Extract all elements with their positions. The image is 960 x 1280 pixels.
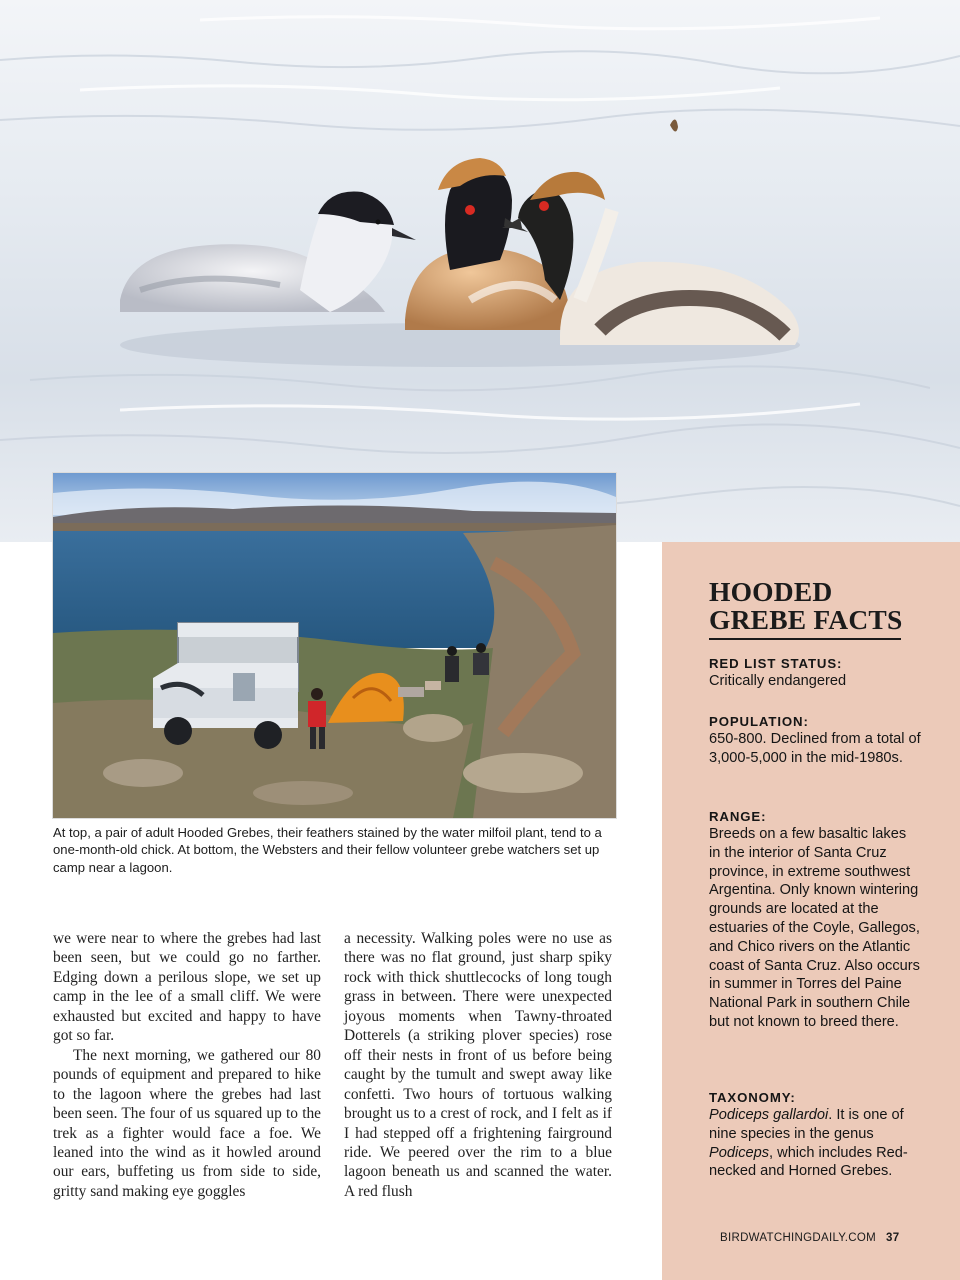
fact-red-list — [709, 655, 921, 691]
paragraph: The next morning, we gathered our 80 pounds of equipment and prepared to hike to the lagoon where the grebes had last been seen. The four of us squared up to the trek as a fighter would face a foe. We leaned into the wind as it howled around our ears, buffeting us from side to side, gritty sand making eye goggles — [53, 1046, 321, 1200]
fact-text: Breeds on a few basaltic lakes in the interior of Santa Cruz province, in extreme southwest Argentina. Only known wintering grounds are located at the estuaries of the Coyle, Gallegos, and Chico rivers on the Atlantic coast of Santa Cruz. Also occurs in summer in Torres del Paine National Park in southern Chile but not known to breed there. — [709, 826, 920, 1030]
site-url: BIRDWATCHINGDAILY.COM — [720, 1232, 877, 1244]
fact-label: RED LIST STATUS: — [709, 656, 843, 671]
page-footer — [720, 1232, 899, 1244]
fact-population — [709, 713, 921, 768]
paragraph: we were near to where the grebes had last been seen, but we could go no farther. Edging down a perilous slope, we set up camp in the lee of a small cliff. We were exhausted but excited and happy to have got so far. — [53, 930, 321, 1045]
camp-photo — [53, 473, 616, 818]
facts-sidebar — [662, 542, 960, 1280]
fact-label: POPULATION: — [709, 714, 809, 729]
title-rule — [709, 638, 901, 640]
fact-label: RANGE: — [709, 809, 767, 824]
fact-text: Podiceps gallardoi. It is one of nine species in the genus Podiceps, which includes Red-necked and Horned Grebes. — [709, 1107, 908, 1180]
fact-text: 650-800. Declined from a total of 3,000-5,000 in the mid-1980s. — [709, 731, 921, 766]
fact-text: Critically endangered — [709, 673, 847, 689]
paragraph: a necessity. Walking poles were no use as there was no flat ground, just sharp spiky rock with thick shuttlecocks of long tough grass in between. There were unexpected joyous moments when Tawny-throated Dotterels (a striking plover species) rose off their nests in front of us before being caught by the tumult and swept away like confetti. Two hours of tortuous walking brought us to a crest of rock, and I felt as if I had stepped off a frightening fairground ride. We peered over the rim to a blue lagoon beneath us and scanned the water. A red flush — [344, 930, 612, 1200]
fact-taxonomy — [709, 1089, 921, 1181]
article-column-1 — [53, 929, 321, 1201]
fact-label: TAXONOMY: — [709, 1090, 796, 1105]
grebes-photo — [0, 0, 960, 542]
facts-title: HOODED GREBE FACTS — [709, 576, 903, 635]
fact-range — [709, 808, 921, 1032]
page-number: 37 — [886, 1232, 900, 1244]
photo-caption: At top, a pair of adult Hooded Grebes, their feathers stained by the water milfoil plant, tend to a one-month-old chick. At bottom, the Websters and their fellow volunteer grebe watchers set up camp near a lagoon. — [53, 825, 602, 875]
article-column-2 — [344, 929, 612, 1201]
